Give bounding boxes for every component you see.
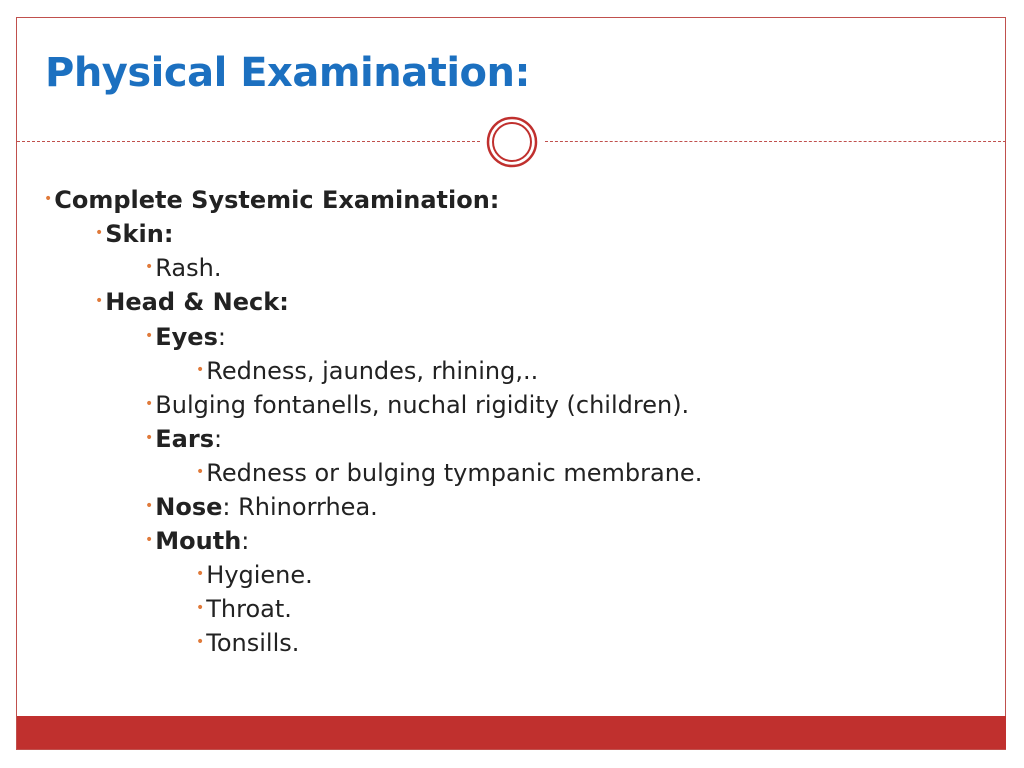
list-item <box>145 423 222 454</box>
item-bold: Nose <box>155 493 223 521</box>
bullet-icon: • <box>196 566 205 582</box>
bullet-icon: • <box>145 328 154 344</box>
list-item <box>196 559 313 590</box>
list-item <box>196 593 292 624</box>
bullet-icon: • <box>145 259 154 275</box>
list-item <box>44 184 499 215</box>
item-text: Tonsills. <box>206 629 300 657</box>
circle-ornament-icon <box>486 116 538 168</box>
bullet-icon: • <box>196 634 205 650</box>
item-text: Throat. <box>206 595 292 623</box>
item-text: : <box>213 425 223 453</box>
list-item <box>196 457 702 488</box>
list-item <box>145 321 226 352</box>
bullet-icon: • <box>196 464 205 480</box>
item-bold: Head & Neck: <box>105 288 289 316</box>
bullet-icon: • <box>145 430 154 446</box>
item-text: : Rhinorrhea. <box>222 493 378 521</box>
item-text: Redness, jaundes, rhining,.. <box>206 357 539 385</box>
bullet-icon: • <box>145 396 154 412</box>
item-bold: Complete Systemic Examination: <box>54 186 500 214</box>
footer-bar <box>17 716 1006 749</box>
item-text: Hygiene. <box>206 561 313 589</box>
item-text: : <box>241 527 250 555</box>
item-bold: Ears <box>155 425 214 453</box>
divider-left <box>17 141 480 142</box>
item-bold: Skin: <box>105 220 174 248</box>
bullet-icon: • <box>95 225 104 241</box>
item-bold: Eyes <box>155 323 218 351</box>
bullet-icon: • <box>95 293 104 309</box>
list-item <box>196 627 299 658</box>
list-item <box>145 525 249 556</box>
list-item <box>95 286 289 317</box>
list-item <box>145 252 221 283</box>
item-bold: Mouth <box>155 527 242 555</box>
item-text: Bulging fontanells, nuchal rigidity (children). <box>155 391 690 419</box>
item-text: Rash. <box>155 254 222 282</box>
slide-title: Physical Examination: <box>45 50 530 96</box>
item-text: : <box>217 323 226 351</box>
bullet-icon: • <box>145 532 154 548</box>
bullet-icon: • <box>196 600 205 616</box>
item-text: Redness or bulging tympanic membrane. <box>206 459 703 487</box>
bullet-icon: • <box>196 362 205 378</box>
bullet-icon: • <box>145 498 154 514</box>
bullet-icon: • <box>44 191 53 207</box>
divider-right <box>545 141 1006 142</box>
list-item <box>196 355 538 386</box>
list-item <box>145 389 689 420</box>
list-item <box>145 491 378 522</box>
list-item <box>95 218 173 249</box>
